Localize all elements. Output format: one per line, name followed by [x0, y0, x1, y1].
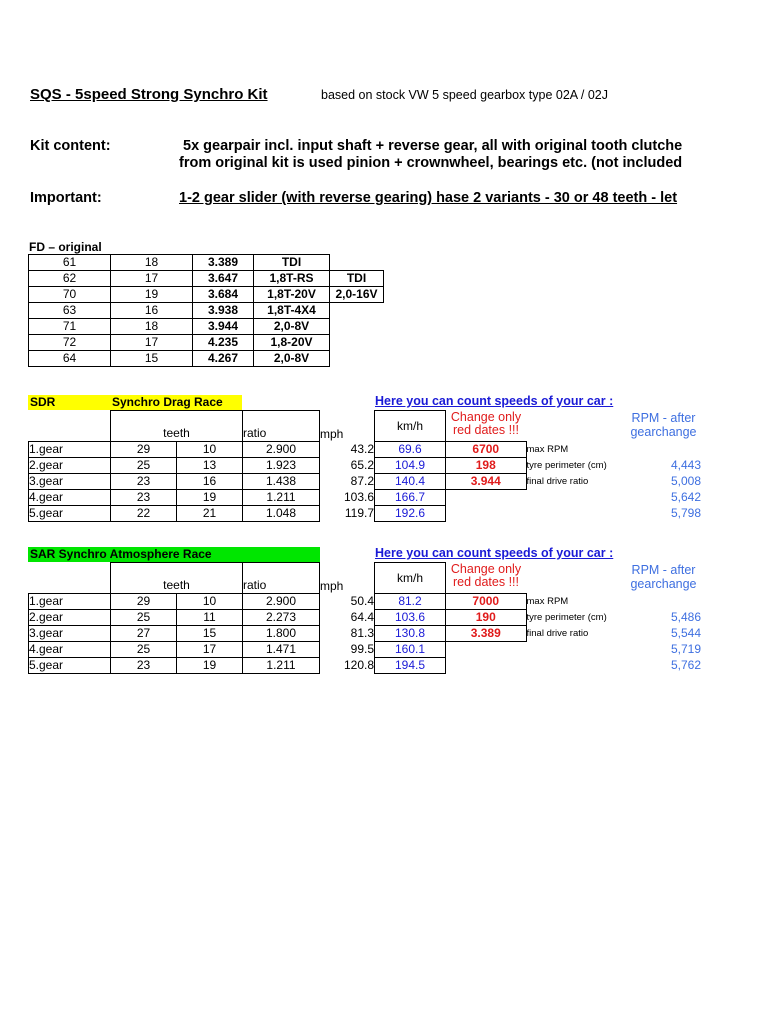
table-row [29, 474, 702, 490]
sdr-teeth-drive: 19 [177, 490, 243, 506]
fd-engine-alt [330, 303, 384, 319]
sar-ratio-value: 1.800 [243, 626, 320, 642]
fd-engine: 1,8T-4X4 [254, 303, 330, 319]
sdr-change-header: Change only red dates !!! [450, 410, 522, 437]
sdr-gear-label: 4.gear [29, 490, 111, 506]
fd-ratio: 3.389 [193, 255, 254, 271]
sar-mph-value: 50.4 [350, 594, 374, 608]
fd-engine: TDI [254, 255, 330, 271]
sar-input-value[interactable]: 190 [446, 610, 527, 626]
sdr-teeth-driven: 22 [111, 506, 177, 522]
fd-ratio: 3.684 [193, 287, 254, 303]
sar-ratio-header: ratio [243, 563, 320, 594]
fd-engine: 1,8T-RS [254, 271, 330, 287]
fd-code-a: 64 [29, 351, 111, 367]
sdr-ratio-value: 1.438 [243, 474, 320, 490]
sdr-code: SDR [30, 395, 56, 409]
fd-code-b: 18 [111, 255, 193, 271]
table-row [29, 506, 702, 522]
fd-code-a: 71 [29, 319, 111, 335]
sdr-input-label: tyre perimeter (cm) [526, 460, 607, 471]
sar-mph-value: 99.5 [350, 642, 374, 656]
fd-code-a: 70 [29, 287, 111, 303]
sdr-kmh-value: 166.7 [375, 490, 446, 506]
sar-rpm-value: 5,719 [670, 642, 701, 656]
fd-code-a: 63 [29, 303, 111, 319]
sar-teeth-drive: 17 [177, 642, 243, 658]
fd-code-a: 62 [29, 271, 111, 287]
sar-kmh-value: 160.1 [375, 642, 446, 658]
sdr-teeth-driven: 23 [111, 490, 177, 506]
sar-gear-label: 2.gear [29, 610, 111, 626]
sar-kmh-value: 194.5 [375, 658, 446, 674]
fd-engine: 1,8-20V [254, 335, 330, 351]
fd-engine-alt [330, 351, 384, 367]
sdr-ratio-header: ratio [243, 411, 320, 442]
fd-code-b: 17 [111, 335, 193, 351]
sar-ratio-value: 2.900 [243, 594, 320, 610]
sar-input-label: tyre perimeter (cm) [526, 612, 607, 623]
sar-input-label: final drive ratio [526, 628, 589, 639]
sar-input-value[interactable]: 7000 [446, 594, 527, 610]
table-row [29, 626, 702, 642]
fd-original-table [28, 254, 384, 367]
sdr-input-value[interactable]: 6700 [446, 442, 527, 458]
kit-content-label: Kit content: [30, 138, 111, 154]
sdr-teeth-drive: 10 [177, 442, 243, 458]
fd-ratio: 3.944 [193, 319, 254, 335]
sar-mph-value: 81.3 [350, 626, 374, 640]
table-row [29, 642, 702, 658]
fd-code-a: 72 [29, 335, 111, 351]
table-row [29, 271, 384, 287]
sdr-input-value[interactable]: 198 [446, 458, 527, 474]
sar-rpm-value: 5,486 [670, 610, 701, 624]
sdr-mph-value: 103.6 [343, 490, 374, 504]
fd-code-a: 61 [29, 255, 111, 271]
table-row [29, 287, 384, 303]
sdr-teeth-header: teeth [111, 411, 243, 442]
sdr-kmh-value: 104.9 [375, 458, 446, 474]
table-row [29, 658, 702, 674]
sar-input-label [526, 658, 626, 674]
sar-ratio-value: 1.471 [243, 642, 320, 658]
sar-rpm-value [626, 594, 701, 610]
sar-ratio-value: 1.211 [243, 658, 320, 674]
sdr-table [28, 410, 702, 522]
sdr-kmh-value: 140.4 [375, 474, 446, 490]
sar-teeth-driven: 25 [111, 610, 177, 626]
table-row [29, 442, 702, 458]
table-row [29, 490, 702, 506]
sdr-ratio-value: 1.211 [243, 490, 320, 506]
sar-ratio-value: 2.273 [243, 610, 320, 626]
sar-input-value [446, 658, 527, 674]
fd-code-b: 16 [111, 303, 193, 319]
sar-input-label: max RPM [526, 596, 569, 607]
sar-rpm-value: 5,762 [670, 658, 701, 672]
fd-code-b: 18 [111, 319, 193, 335]
sar-teeth-drive: 10 [177, 594, 243, 610]
sdr-count-speeds-link[interactable]: Here you can count speeds of your car : [375, 394, 614, 408]
sdr-input-value[interactable]: 3.944 [446, 474, 527, 490]
table-row [29, 458, 702, 474]
sdr-kmh-value: 192.6 [375, 506, 446, 522]
sdr-mph-header: mph [320, 426, 344, 441]
sar-table [28, 562, 702, 674]
sar-mph-value: 64.4 [350, 610, 374, 624]
sar-kmh-value: 130.8 [375, 626, 446, 642]
sar-gear-label: 3.gear [29, 626, 111, 642]
fd-code-b: 15 [111, 351, 193, 367]
table-row [29, 255, 384, 271]
sar-teeth-drive: 11 [177, 610, 243, 626]
sar-kmh-header: km/h [375, 563, 446, 594]
sdr-ratio-value: 1.923 [243, 458, 320, 474]
sar-teeth-drive: 15 [177, 626, 243, 642]
sar-change-header: Change only red dates !!! [450, 562, 522, 589]
table-row [29, 335, 384, 351]
sdr-mph-value: 119.7 [344, 506, 374, 520]
sdr-kmh-value: 69.6 [375, 442, 446, 458]
fd-ratio: 3.938 [193, 303, 254, 319]
sdr-gear-label: 1.gear [29, 442, 111, 458]
sar-input-label [526, 642, 626, 658]
sar-gear-label: 4.gear [29, 642, 111, 658]
sar-rpm-header: RPM - after gearchange [630, 562, 697, 591]
sar-input-value [446, 642, 527, 658]
sar-teeth-driven: 25 [111, 642, 177, 658]
fd-ratio: 4.267 [193, 351, 254, 367]
sar-kmh-value: 81.2 [375, 594, 446, 610]
sar-teeth-drive: 19 [177, 658, 243, 674]
fd-engine: 2,0-8V [254, 319, 330, 335]
sdr-input-label: final drive ratio [526, 476, 589, 487]
sdr-kmh-header: km/h [375, 411, 446, 442]
fd-engine-alt [330, 319, 384, 335]
sdr-input-label: max RPM [526, 444, 569, 455]
sdr-teeth-drive: 21 [177, 506, 243, 522]
table-row [29, 610, 702, 626]
fd-engine-alt: TDI [330, 271, 384, 287]
sdr-input-value [446, 490, 527, 506]
fd-code-b: 17 [111, 271, 193, 287]
fd-engine-alt: 2,0-16V [330, 287, 384, 303]
sdr-rpm-value: 4,443 [670, 458, 701, 472]
sdr-teeth-driven: 23 [111, 474, 177, 490]
fd-ratio: 3.647 [193, 271, 254, 287]
sdr-rpm-value: 5,798 [670, 506, 701, 520]
fd-code-b: 19 [111, 287, 193, 303]
fd-engine-alt [330, 335, 384, 351]
table-row [29, 303, 384, 319]
fd-engine: 1,8T-20V [254, 287, 330, 303]
sar-mph-value: 120.8 [343, 658, 374, 672]
sar-count-speeds-link[interactable]: Here you can count speeds of your car : [375, 546, 614, 560]
sdr-gear-label: 2.gear [29, 458, 111, 474]
sar-teeth-driven: 23 [111, 658, 177, 674]
sdr-rpm-value [626, 442, 701, 458]
sdr-rpm-header: RPM - after gearchange [630, 410, 697, 439]
sdr-teeth-drive: 13 [177, 458, 243, 474]
sdr-mph-value: 43.2 [350, 442, 374, 456]
sar-kmh-value: 103.6 [375, 610, 446, 626]
fd-original-title: FD – original [29, 240, 102, 254]
important-text: 1-2 gear slider (with reverse gearing) hase 2 variants - 30 or 48 teeth - let [179, 190, 678, 206]
kit-content-line-2: from original kit is used pinion + crownwheel, bearings etc. (not included [179, 155, 683, 171]
sdr-gear-label: 3.gear [29, 474, 111, 490]
sdr-input-value [446, 506, 527, 522]
sdr-input-label [526, 506, 626, 522]
sar-rpm-value: 5,544 [670, 626, 701, 640]
table-row [29, 594, 702, 610]
sdr-gear-label: 5.gear [29, 506, 111, 522]
sdr-ratio-value: 1.048 [243, 506, 320, 522]
sdr-ratio-value: 2.900 [243, 442, 320, 458]
sdr-input-label [526, 490, 626, 506]
sar-gear-label: 1.gear [29, 594, 111, 610]
page-title: SQS - 5speed Strong Synchro Kit [30, 86, 268, 103]
sar-teeth-header: teeth [111, 563, 243, 594]
fd-engine: 2,0-8V [254, 351, 330, 367]
fd-engine-alt [330, 255, 384, 271]
sar-name: SAR Synchro Atmosphere Race [30, 547, 212, 561]
fd-ratio: 4.235 [193, 335, 254, 351]
table-row [29, 351, 384, 367]
page-subtitle: based on stock VW 5 speed gearbox type 02A / 02J [321, 88, 608, 102]
table-row [29, 319, 384, 335]
kit-content-line-1: 5x gearpair incl. input shaft + reverse gear, all with original tooth clutche [183, 138, 683, 154]
sdr-teeth-driven: 29 [111, 442, 177, 458]
sdr-teeth-driven: 25 [111, 458, 177, 474]
sdr-rpm-value: 5,642 [670, 490, 701, 504]
sdr-mph-value: 65.2 [350, 458, 374, 472]
sdr-rpm-value: 5,008 [670, 474, 701, 488]
sar-teeth-driven: 27 [111, 626, 177, 642]
sar-teeth-driven: 29 [111, 594, 177, 610]
sdr-mph-value: 87.2 [350, 474, 374, 488]
sar-gear-label: 5.gear [29, 658, 111, 674]
important-label: Important: [30, 190, 102, 206]
sdr-teeth-drive: 16 [177, 474, 243, 490]
sar-input-value[interactable]: 3.389 [446, 626, 527, 642]
sar-mph-header: mph [320, 578, 344, 593]
sdr-name: Synchro Drag Race [112, 395, 223, 409]
